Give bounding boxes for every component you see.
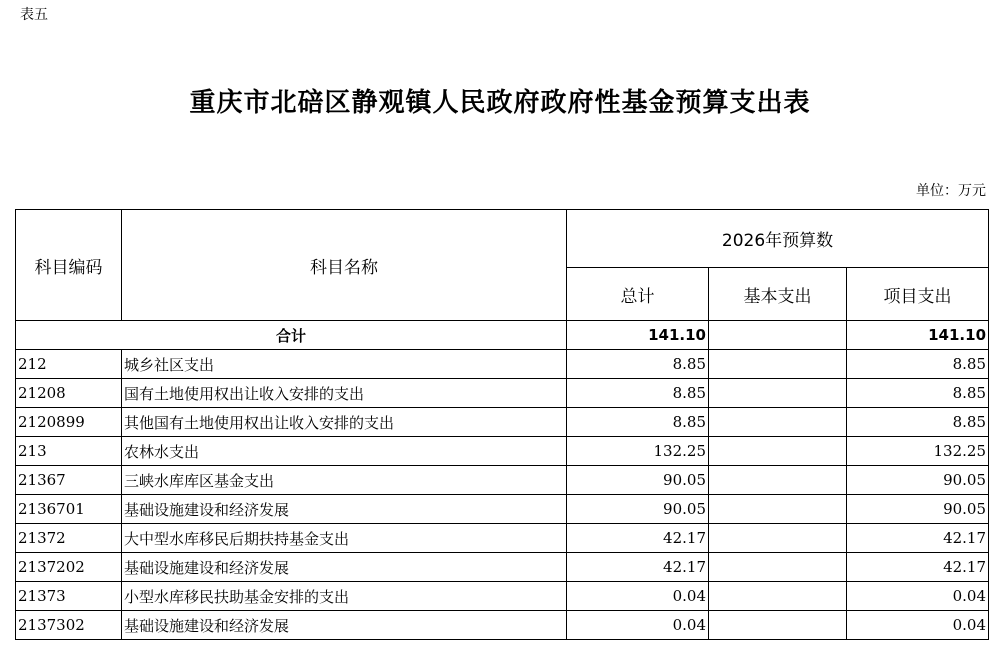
table-row	[16, 408, 989, 437]
table-row	[16, 350, 989, 379]
row-name: 农林水支出	[122, 437, 567, 466]
table-row	[16, 466, 989, 495]
total-label: 合计	[16, 321, 567, 350]
table-row	[16, 582, 989, 611]
row-basic	[709, 495, 847, 524]
row-total: 90.05	[567, 466, 709, 495]
row-project: 0.04	[847, 611, 989, 640]
row-total: 90.05	[567, 495, 709, 524]
row-name: 大中型水库移民后期扶持基金支出	[122, 524, 567, 553]
row-name: 基础设施建设和经济发展	[122, 553, 567, 582]
row-name: 城乡社区支出	[122, 350, 567, 379]
row-total: 0.04	[567, 611, 709, 640]
header-project: 项目支出	[847, 268, 989, 321]
header-total: 总计	[567, 268, 709, 321]
row-total: 8.85	[567, 350, 709, 379]
total-row	[16, 321, 989, 350]
row-code: 2120899	[16, 408, 122, 437]
table-label: 表五	[20, 7, 48, 23]
header-row	[16, 210, 989, 268]
row-code: 2137202	[16, 553, 122, 582]
row-total: 8.85	[567, 408, 709, 437]
row-total: 42.17	[567, 553, 709, 582]
row-total: 0.04	[567, 582, 709, 611]
page-title: 重庆市北碚区静观镇人民政府政府性基金预算支出表	[189, 88, 811, 118]
header-code: 科目编码	[16, 210, 122, 321]
row-project: 42.17	[847, 553, 989, 582]
row-total: 8.85	[567, 379, 709, 408]
row-project: 132.25	[847, 437, 989, 466]
row-project: 8.85	[847, 408, 989, 437]
row-name: 基础设施建设和经济发展	[122, 611, 567, 640]
row-code: 2136701	[16, 495, 122, 524]
total-project: 141.10	[847, 321, 989, 350]
table-row	[16, 553, 989, 582]
row-name: 国有土地使用权出让收入安排的支出	[122, 379, 567, 408]
row-basic	[709, 379, 847, 408]
row-name: 其他国有土地使用权出让收入安排的支出	[122, 408, 567, 437]
unit-label: 单位：万元	[916, 183, 986, 199]
table-row	[16, 524, 989, 553]
row-code: 213	[16, 437, 122, 466]
row-project: 8.85	[847, 350, 989, 379]
row-name: 小型水库移民扶助基金安排的支出	[122, 582, 567, 611]
row-project: 90.05	[847, 466, 989, 495]
row-code: 21372	[16, 524, 122, 553]
row-code: 21208	[16, 379, 122, 408]
table-row	[16, 495, 989, 524]
budget-table	[15, 209, 989, 640]
row-basic	[709, 437, 847, 466]
row-project: 42.17	[847, 524, 989, 553]
row-project: 90.05	[847, 495, 989, 524]
total-basic	[709, 321, 847, 350]
row-basic	[709, 350, 847, 379]
row-code: 21373	[16, 582, 122, 611]
row-project: 8.85	[847, 379, 989, 408]
row-code: 21367	[16, 466, 122, 495]
row-basic	[709, 611, 847, 640]
row-total: 42.17	[567, 524, 709, 553]
row-name: 基础设施建设和经济发展	[122, 495, 567, 524]
row-basic	[709, 466, 847, 495]
header-basic: 基本支出	[709, 268, 847, 321]
table-row	[16, 379, 989, 408]
row-project: 0.04	[847, 582, 989, 611]
row-basic	[709, 408, 847, 437]
total-total: 141.10	[567, 321, 709, 350]
row-basic	[709, 553, 847, 582]
row-basic	[709, 524, 847, 553]
row-basic	[709, 582, 847, 611]
header-name: 科目名称	[122, 210, 567, 321]
row-total: 132.25	[567, 437, 709, 466]
row-code: 2137302	[16, 611, 122, 640]
table-row	[16, 437, 989, 466]
header-budget-group: 2026年预算数	[567, 210, 989, 268]
table-row	[16, 611, 989, 640]
row-name: 三峡水库库区基金支出	[122, 466, 567, 495]
row-code: 212	[16, 350, 122, 379]
